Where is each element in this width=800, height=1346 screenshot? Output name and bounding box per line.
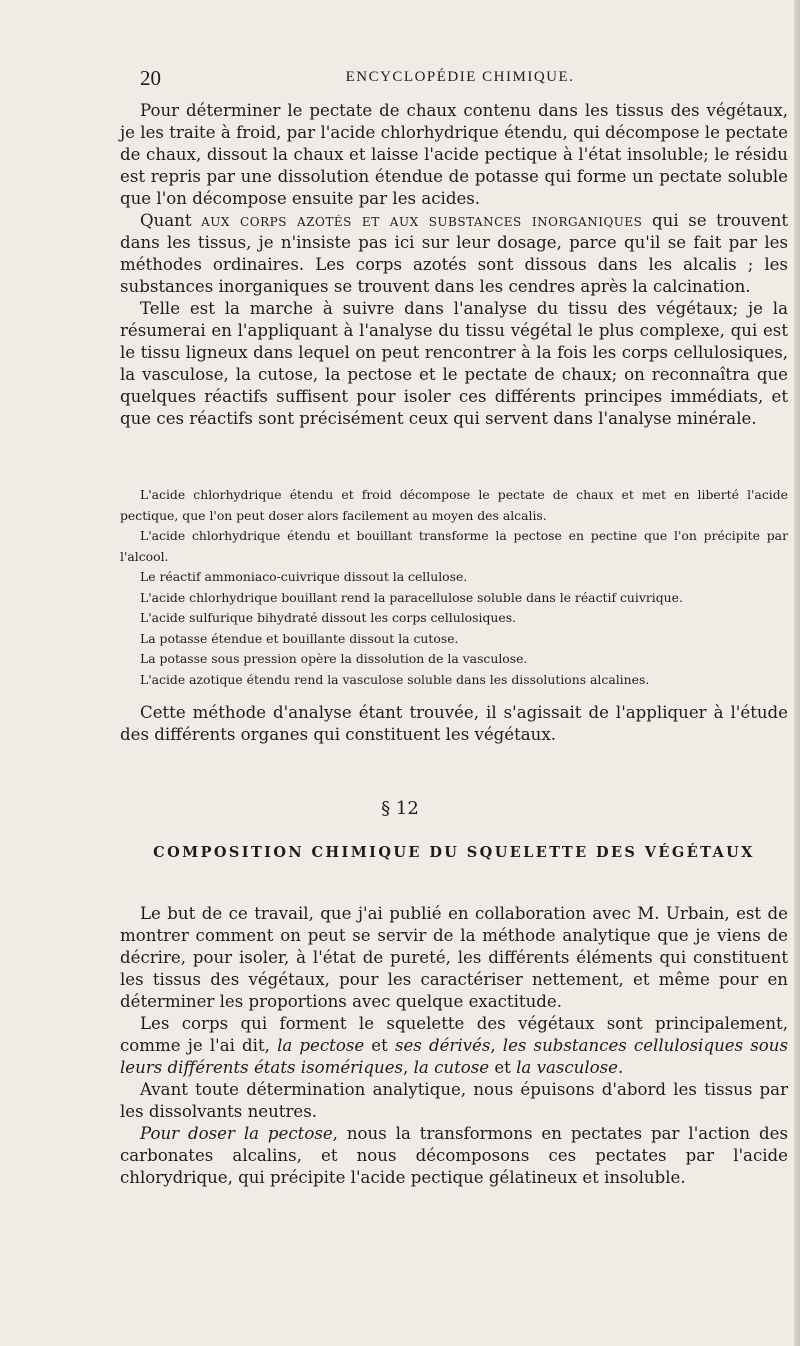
summary-line: La potasse étendue et bouillante dissout la cutose.: [140, 630, 459, 646]
page-number: 20: [140, 66, 161, 90]
paragraph-pectate: Pour déterminer le pectate de chaux contenu dans les tissus des végétaux, je les traite à froid, par l'acide chlorhydrique étendu, qui décompose le pectate de chaux, dissout la chaux et laisse l'acide pectique à l'état insoluble; le résidu est repris par une dissolution étendue de potasse qui forme un pectate soluble que l'on décompose ensuite par les acides.: [120, 101, 788, 208]
paragraph-doser: [120, 1123, 788, 1189]
section-number: § 12: [381, 798, 419, 819]
paragraph-squelette: [120, 1013, 788, 1079]
summary-line: L'acide chlorhydrique étendu et froid décompose le pectate de chaux et met en liberté l'acide pectique, que l'on peut doser alors facilement au moyen des alcalis.: [120, 487, 788, 523]
summary-line: La potasse sous pression opère la dissolution de la vasculose.: [140, 651, 528, 666]
page-edge: [794, 0, 800, 1346]
italic-run: Pour doser la pectose: [140, 1124, 333, 1143]
text-run: , nous la transformons en pectates par l'action des carbonates alcalins, et nous décomposons ces pectates par l'acide chlorydrique, qui précipite l'acide pectique gélatineux et insoluble.: [120, 1124, 788, 1187]
page-header: [140, 66, 780, 90]
paragraph-corps-azotes: [120, 210, 788, 298]
text-run: Quant: [140, 211, 202, 230]
summary-line: L'acide chlorhydrique étendu et bouillant transforme la pectose en pectine que l'on précipite par l'alcool.: [120, 528, 788, 564]
text-run: qui se trouvent dans les tissus, je n'insiste pas ici sur leur dosage, parce qu'il se fait par les méthodes ordinaires. Les corps azotés sont dissous dans les alcalis ; les substances inorganiques se trouvent dans les cendres après la calcination.: [120, 211, 788, 296]
summary-line: L'acide azotique étendu rend la vasculose soluble dans les dissolutions alcalines.: [140, 671, 650, 687]
italic-run: ses dérivés: [394, 1036, 491, 1055]
italic-run: la cutose: [413, 1058, 490, 1077]
summary-line: L'acide chlorhydrique bouillant rend la paracellulose soluble dans le réactif cuivrique.: [140, 589, 683, 605]
text-block-bottom: [120, 903, 788, 1189]
italic-run: la vasculose: [516, 1058, 618, 1077]
running-title: ENCYCLOPÉDIE CHIMIQUE.: [345, 69, 575, 85]
paragraph-methode: Cette méthode d'analyse étant trouvée, il s'agissait de l'appliquer à l'étude des différents organes qui constituent les végétaux.: [120, 703, 788, 744]
italic-run: les substances cellulosiques sous leurs différents états isomériques: [120, 1036, 788, 1077]
text-run: Les corps qui forment le squelette des végétaux sont principalement, comme je l'ai dit,: [120, 1014, 788, 1055]
summary-block: [120, 485, 788, 690]
text-run: ,: [403, 1058, 414, 1077]
text-run: et: [489, 1058, 517, 1077]
text-run: ,: [490, 1036, 503, 1055]
paragraph-but: Le but de ce travail, que j'ai publié en collaboration avec M. Urbain, est de montrer comment on peut se servir de la méthode analytique que je viens de décrire, pour isoler, à l'état de pureté, les différents éléments qui constituent les tissus des végétaux, pour les caractériser nettement, et même pour en déterminer les proportions avec quelque exactitude.: [120, 904, 788, 1011]
paragraph-marche: Telle est la marche à suivre dans l'analyse du tissu des végétaux; je la résumerai en l'appliquant à l'analyse du tissu végétal le plus complexe, qui est le tissu ligneux dans lequel on peut rencontrer à la fois les corps cellulosiques, la vasculose, la cutose, la pectose et le pectate de chaux; on reconnaîtra que quelques réactifs suffisent pour isoler ces différents principes immédiats, et que ces réactifs sont précisément ceux qui servent dans l'analyse minérale.: [120, 299, 788, 428]
text-block-top: [120, 100, 788, 430]
italic-run: la pectose: [277, 1036, 365, 1055]
smallcaps-run: aux corps azotés et aux substances inorganiques: [201, 211, 643, 230]
summary-line: L'acide sulfurique bihydraté dissout les corps cellulosiques.: [140, 610, 517, 625]
text-run: et: [364, 1036, 395, 1055]
section-title: COMPOSITION CHIMIQUE DU SQUELETTE DES VÉGÉTAUX: [153, 844, 755, 861]
text-run: .: [617, 1058, 624, 1077]
text-block-methode: [120, 702, 788, 746]
summary-line: Le réactif ammoniaco-cuivrique dissout la cellulose.: [140, 569, 468, 584]
paragraph-avant: Avant toute détermination analytique, nous épuisons d'abord les tissus par les dissolvants neutres.: [120, 1080, 788, 1121]
